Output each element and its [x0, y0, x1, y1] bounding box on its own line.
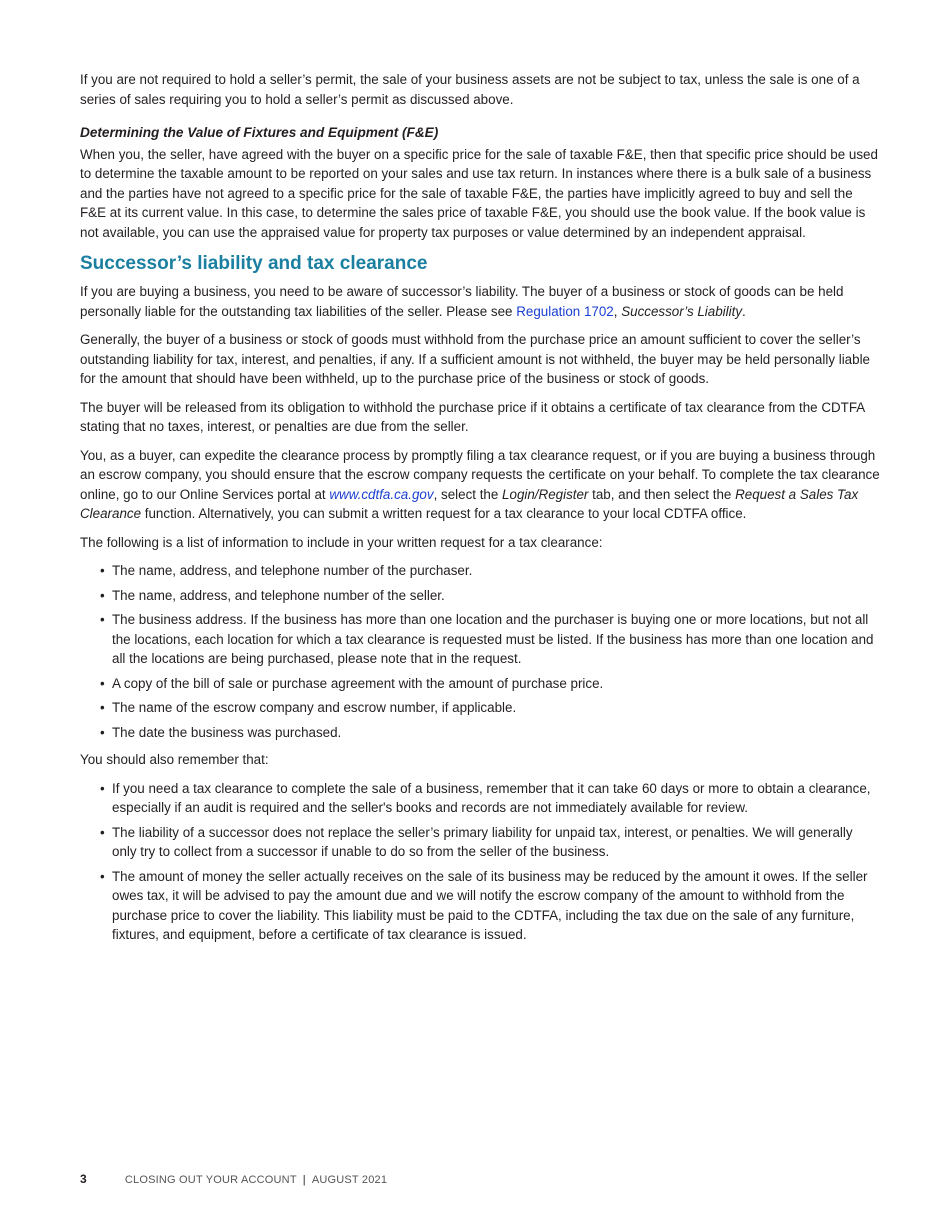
remember-list: [80, 779, 880, 945]
list-item: • The name, address, and telephone number of the seller.: [112, 586, 880, 606]
footer-separator: |: [302, 1174, 306, 1186]
text: , select the: [433, 486, 503, 502]
paragraph-successor-liability: [80, 282, 880, 321]
page-footer: [80, 1172, 387, 1186]
paragraph-withhold: Generally, the buyer of a business or stock of goods must withhold from the purchase price an amount sufficient to cover the seller’s outstanding liability for tax, interest, and penalties, if any. If a sufficient amount is not withheld, the buyer may be held personally liable for the amount that should have been withheld, up to the purchase price of the business or stock of goods.: [80, 332, 871, 386]
text: .: [742, 303, 746, 319]
text: tab, and then select the: [588, 486, 736, 502]
list-item: • The liability of a successor does not replace the seller’s primary liability for unpaid tax, interest, or penalties. We will generally only try to collect from a successor if unable to do so from the seller of the business.: [112, 823, 880, 862]
section-heading: Successor’s liability and tax clearance: [80, 253, 428, 274]
document-page: [80, 70, 880, 953]
italic-text: Successor’s Liability: [621, 303, 743, 319]
paragraph-release: The buyer will be released from its obligation to withhold the purchase price if it obtains a certificate of tax clearance from the CDTFA stating that no taxes, interest, or penalties are due from the seller.: [80, 399, 865, 434]
cdtfa-website-link[interactable]: www.cdtfa.ca.gov: [329, 486, 434, 502]
list-item: • The name of the escrow company and escrow number, if applicable.: [112, 698, 880, 718]
fe-heading: Determining the Value of Fixtures and Equipment (F&E): [80, 125, 439, 140]
paragraph-list-intro: The following is a list of information to include in your written request for a tax clearance:: [80, 534, 603, 550]
list-item: • A copy of the bill of sale or purchase agreement with the amount of purchase price.: [112, 674, 880, 694]
list-item: • The name, address, and telephone number of the purchaser.: [112, 561, 880, 581]
list-item: • The amount of money the seller actually receives on the sale of its business may be reduced by the amount it owes. If the seller owes tax, it will be advised to pay the amount due and we will notify the escrow company of the amount to withhold from the purchase price to cover the liability. This liability must be paid to the CDTFA, including the tax due on the sale of any furniture, fixtures, and equipment, before a certificate of tax clearance is issued.: [112, 867, 880, 945]
italic-text: Request a Sales Tax Clearance: [80, 486, 859, 521]
page-number: 3: [80, 1172, 87, 1186]
text: function. Alternatively, you can submit a written request for a tax clearance to your local CDTFA office.: [141, 506, 747, 521]
text: ,: [613, 303, 622, 319]
list-item: • The business address. If the business has more than one location and the purchaser is buying one or more locations, but not all the locations, each location for which a tax clearance is requested must be listed. If the business has more than one location and all the locations are being purchased, please note that in the request.: [112, 610, 880, 669]
regulation-1702-link[interactable]: Regulation 1702: [516, 303, 614, 319]
footer-date: AUGUST 2021: [311, 1174, 388, 1186]
italic-text: Login/Register: [502, 486, 589, 502]
footer-title: CLOSING OUT YOUR ACCOUNT: [124, 1174, 297, 1186]
intro-paragraph: If you are not required to hold a seller’s permit, the sale of your business assets are not be subject to tax, unless the sale is one of a series of sales requiring you to hold a seller’s permit as discussed above.: [80, 72, 860, 107]
request-info-list: [80, 561, 880, 742]
paragraph-remember: You should also remember that:: [80, 752, 269, 767]
text: You, as a buyer, can expedite the clearance process by promptly filing a tax clearance request, or if you are buying a business through an escrow company, you should ensure that the escrow company requests the certificate on your behalf. To complete the tax clearance online, go to our Online Services portal at: [80, 447, 880, 502]
text: If you are buying a business, you need to be aware of successor’s liability. The buyer of a business or stock of goods can be held personally liable for the outstanding tax liabilities of the seller. Please see: [80, 284, 844, 319]
paragraph-expedite: [80, 446, 880, 524]
list-item: • If you need a tax clearance to complete the sale of a business, remember that it can take 60 days or more to obtain a clearance, especially if an audit is required and the seller's books and records are not immediately available for review.: [112, 779, 880, 818]
fe-paragraph: When you, the seller, have agreed with the buyer on a specific price for the sale of taxable F&E, then that specific price should be used to determine the taxable amount to be reported on your sales and use tax return. In instances where there is a bulk sale of a business and the parties have not agreed to a specific price for the sale of taxable F&E, the parties have implicitly agreed to buy and sell the F&E at its current value. In this case, to determine the sales price of taxable F&E, you should use the book value. If the book value is not available, you can use the appraised value for property tax purposes or value determined by an independent appraisal.: [80, 146, 878, 240]
list-item: • The date the business was purchased.: [112, 723, 880, 743]
